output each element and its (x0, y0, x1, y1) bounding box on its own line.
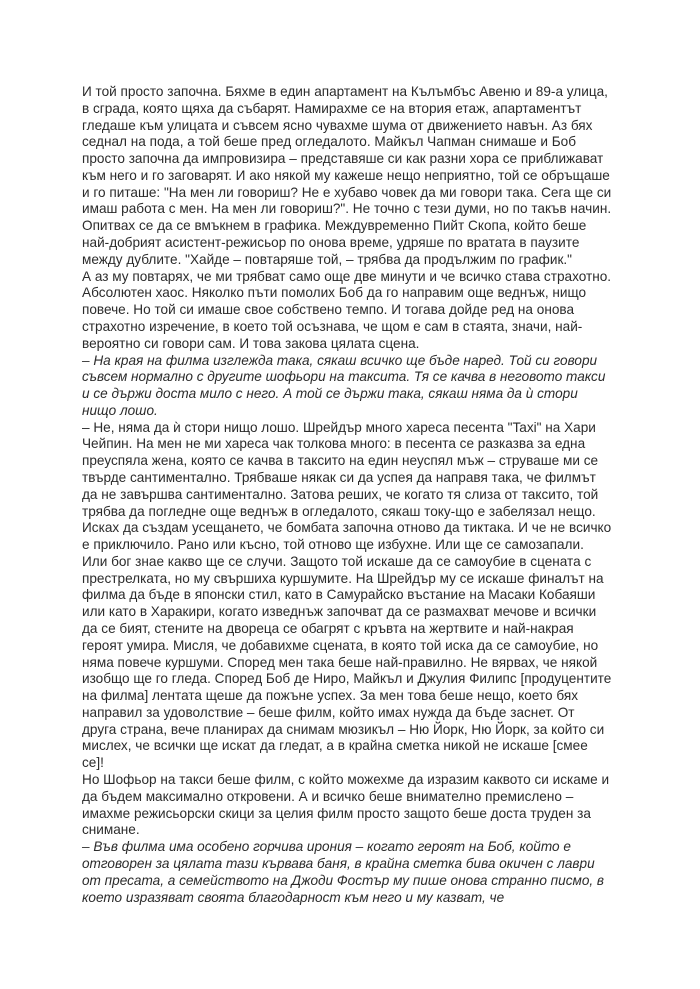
paragraph: – Не, няма да ѝ стори нищо лошо. Шрейдър много хареса песента "Taxi" на Хари Чейпин. На мен не ми хареса чак толкова много: в песента се разказва за една преуспяла жена, която се качва в таксито на един неуспял мъж – струваше ми се твърде сантиментално. Трябваше някак си да успея да направя така, че филмът да не завършва сантиментално. Затова реших, че когато тя слиза от таксито, той трябва да погледне още веднъж в огледалото, сякаш току-що е забелязал нещо. Исках да създам усещането, че бомбата започна отново да тиктака. И че не всичко е приключило. Рано или късно, той отново ще избухне. Или ще се самозапали. Или бог знае какво ще се случи. Защото той искаше да се самоубие в сцената с престрелката, но му свършиха куршумите. На Шрейдър му се искаше финалът на филма да бъде в японски стил, като в Самурайско въстание на Масаки Кобаяши или като в Харакири, когато изведнъж започват да се размахват мечове и всички да се бият, стените на двореца се обагрят с кръвта на жертвите и най-накрая героят умира. Мисля, че добавихме сцената, в която той иска да се самоубие, но няма повече куршуми. Според мен така беше най-правилно. Не вярвах, че някой изобщо ще го гледа. Според Боб де Ниро, Майкъл и Джулия Филипс [продуцентите на филма] лентата щеше да пожъне успех. За мен това беше нещо, което бях направил за удоволствие – беше филм, който имах нужда да бъде заснет. От друга страна, вече планирах да снимам мюзикъл – Ню Йорк, Ню Йорк, за който си мислех, че всички ще искат да гледат, а в крайна сметка никой не искаше [смее се]! (82, 419, 612, 771)
question-paragraph: – На края на филма изглежда така, сякаш всичко ще бъде наред. Той си говори съвсем нормално с другите шофьори на таксита. Тя се качва в неговото такси и се държи доста мило с него. А той се държи така, сякаш няма да ѝ стори нищо лошо. (82, 352, 606, 418)
paragraph: И той просто започна. Бяхме в един апартамент на Кълъмбъс Авеню и 89-а улица, в сграда, която щяха да събарят. Намирахме се на втория етаж, апартаментът гледаше към улицата и съвсем ясно чувахме шума от движението навън. Аз бях седнал на пода, а той беше пред огледалото. Майкъл Чапман снимаше и Боб просто започна да импровизира – представяше си как разни хора се приближават към него и го заговарят. И ако някой му кажеше нещо неприятно, той се обръщаше и го питаше: "На мен ли говориш? Не е хубаво човек да ми говори така. Сега ще си имаш работа с мен. На мен ли говориш?". Не точно с тези думи, но по такъв начин. Опитвах се да се вмъкнем в графика. Междувременно Пийт Скопа, който беше най-добрият асистент-режисьор по онова време, удряше по вратата в паузите между дублите. "Хайде – повтаряше той, – трябва да продължим по график." (82, 84, 612, 267)
paragraph: А аз му повтарях, че ми трябват само още две минути и че всичко става страхотно. Абсолютен хаос. Няколко пъти помолих Боб да го направим още веднъж, нищо повече. Но той си имаше свое собствено темпо. И тогава дойде ред на онова страхотно изречение, в което той осъзнава, че щом е сам в стаята, значи, най-вероятно си говори сам. И това закова цялата сцена. (82, 268, 612, 351)
body-text (82, 84, 612, 906)
paragraph: Но Шофьор на такси беше филм, с който можехме да изразим каквото си искаме и да бъдем максимално откровени. А и всичко беше внимателно премислено – имахме режисьорски скици за целия филм просто защото беше доста труден за снимане. (82, 772, 610, 838)
question-paragraph: – Във филма има особено горчива ирония – когато героят на Боб, който е отговорен за цялата тази кървава баня, в крайна сметка бива окичен с лаври от пресата, а семейството на Джоди Фостър му пише онова странно писмо, в което изразяват своята благодарност към него и му казват, че (82, 839, 605, 905)
